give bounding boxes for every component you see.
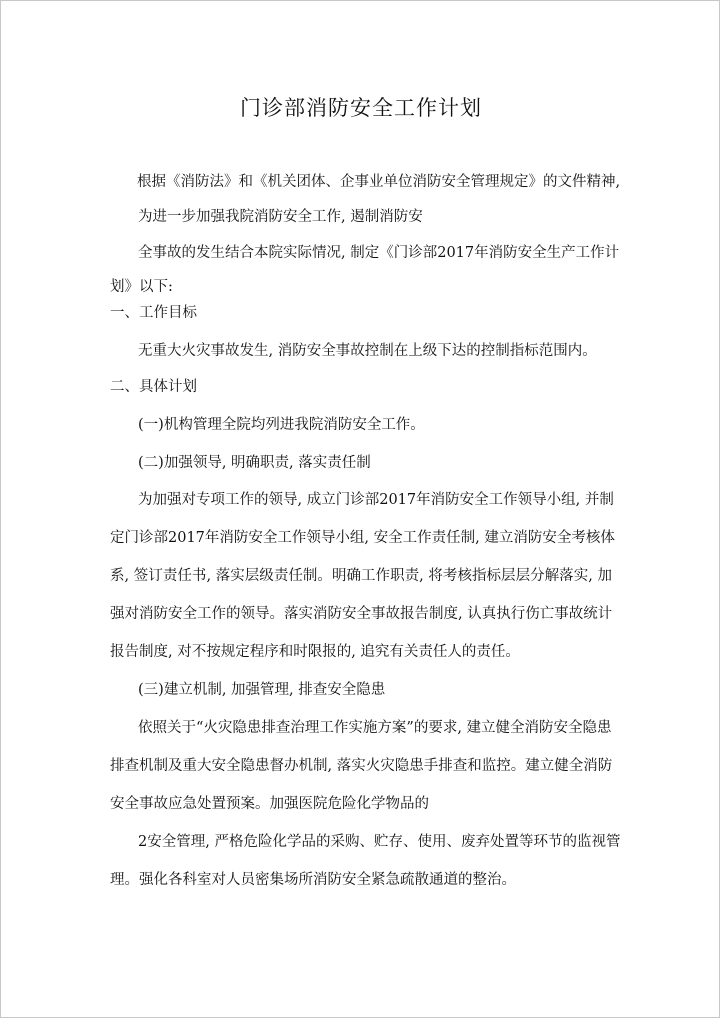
paragraph-line: 理。强化各科室对人员密集场所消防安全紧急疏散通道的整治。: [110, 872, 516, 888]
subsection-heading: (一)机构管理全院均列进我院消防安全工作。: [138, 417, 425, 433]
paragraph-line: 2安全管理, 严格危险化学品的采购、贮存、使用、废弃处置等环节的监视管: [138, 834, 621, 850]
section-heading: 二、具体计划: [110, 379, 197, 395]
paragraph-line: 排查机制及重大安全隐患督办机制, 落实火灾隐患手排查和监控。建立健全消防: [110, 758, 613, 774]
paragraph-line: 系, 签订责任书, 落实层级责任制。明确工作职责, 将考核指标层层分解落实, 加: [110, 568, 612, 584]
paragraph-line: 报告制度, 对不按规定程序和时限报的, 追究有关责任人的责任。: [110, 644, 520, 660]
paragraph-line: 根据《消防法》和《机关团体、企事业单位消防安全管理规定》的文件精神,: [137, 174, 621, 190]
document-title: 门诊部消防安全工作计划: [240, 96, 482, 120]
paragraph-line: 为进一步加强我院消防安全工作, 遏制消防安: [138, 209, 423, 225]
paragraph-line: 划》以下:: [110, 279, 173, 295]
paragraph-line: 为加强对专项工作的领导, 成立门诊部2017年消防安全工作领导小组, 并制: [138, 492, 614, 508]
paragraph-line: 定门诊部2017年消防安全工作领导小组, 安全工作责任制, 建立消防安全考核体: [110, 530, 615, 546]
paragraph-line: 安全事故应急处置预案。加强医院危险化学物品的: [110, 796, 429, 812]
section-heading: 一、工作目标: [110, 305, 197, 321]
subsection-heading: (二)加强领导, 明确职责, 落实责任制: [138, 455, 371, 471]
subsection-heading: (三)建立机制, 加强管理, 排查安全隐患: [138, 682, 386, 698]
paragraph-line: 依照关于“火灾隐患排查治理工作实施方案”的要求, 建立健全消防安全隐患: [138, 720, 612, 736]
paragraph-line: 强对消防安全工作的领导。落实消防安全事故报告制度, 认真执行伤亡事故统计: [110, 606, 613, 622]
paragraph-line: 全事故的发生结合本院实际情况, 制定《门诊部2017年消防安全生产工作计: [138, 245, 620, 261]
paragraph-line: 无重大火灾事故发生, 消防安全事故控制在上级下达的控制指标范围内。: [138, 343, 597, 359]
